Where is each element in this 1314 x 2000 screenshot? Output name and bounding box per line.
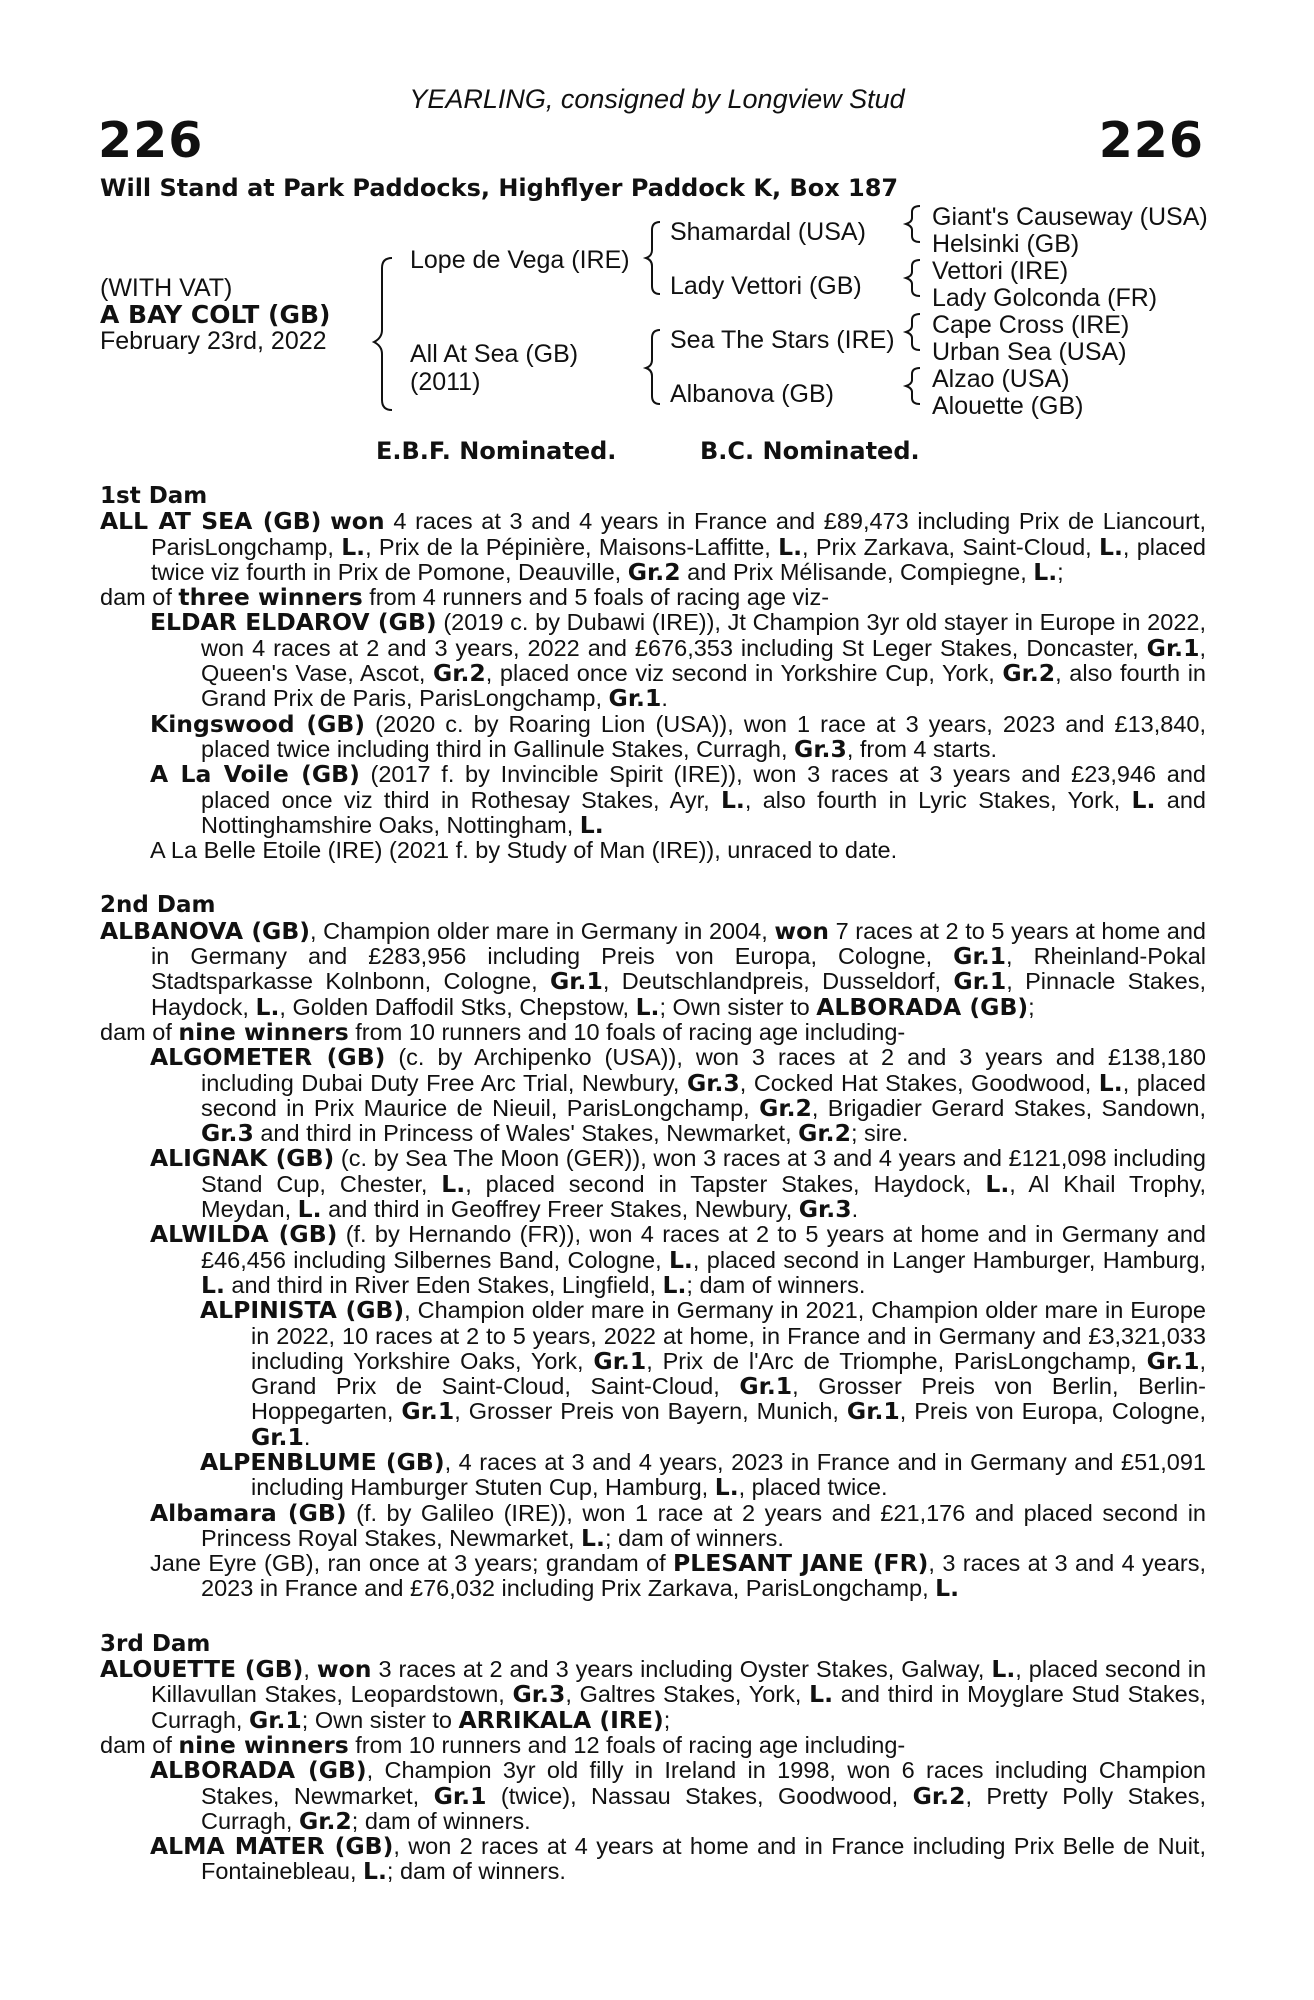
dam-name: ALL AT SEA (GB)	[100, 507, 322, 536]
ebf-nomination: E.B.F. Nominated.	[376, 437, 617, 465]
second-dam-section	[100, 893, 1206, 1601]
g-dss: Cape Cross (IRE)	[932, 311, 1130, 339]
produce-entry: Albamara (GB) (f. by Galileo (IRE)), won 1 race at 2 years and £21,176 and placed second in Princess Royal Stakes, Newmarket, L.; dam of winners.	[150, 1498, 1206, 1552]
dam-name: ALOUETTE (GB)	[100, 1655, 304, 1684]
produce-name: Kingswood (GB)	[150, 709, 366, 738]
produce-name: A La Voile (GB)	[150, 760, 360, 789]
produce-entry: ALWILDA (GB) (f. by Hernando (FR)), won 4 races at 2 to 5 years at home and in Germany and £46,456 including Silbernes Band, Cologne, L., placed second in Langer Hamburger, Hamburg, L. and third in River Eden Stakes, Lingfield, L.; dam of winners.	[150, 1220, 1206, 1299]
produce-name: ALMA MATER (GB)	[150, 1832, 394, 1861]
stand-location: Will Stand at Park Paddocks, Highflyer Paddock K, Box 187	[100, 174, 899, 202]
produce-entry: ALMA MATER (GB), won 2 races at 4 years at home and in France including Prix Belle de Nuit, Fontainebleau, L.; dam of winners.	[150, 1832, 1206, 1886]
vat-note: (WITH VAT)	[100, 274, 233, 302]
produce-summary: dam of nine winners from 10 runners and 12 foals of racing age including-	[100, 1730, 906, 1759]
g-ssd: Helsinki (GB)	[932, 230, 1080, 258]
produce-entry: ALPINISTA (GB), Champion older mare in Germany in 2021, Champion older mare in Europe in 2022, 10 races at 2 to 5 years, 2022 at home, in France and in Germany and £3,321,033 including Yorkshire Oaks, York, Gr.1, Prix de l'Arc de Triomphe, ParisLongchamp, Gr.1, Grand Prix de Saint-Cloud, Saint-Cloud, Gr.1, Grosser Preis von Berlin, Berlin-Hoppegarten, Gr.1, Grosser Preis von Bayern, Munich, Gr.1, Preis von Europa, Cologne, Gr.1.	[200, 1296, 1207, 1451]
produce-summary: dam of nine winners from 10 runners and 10 foals of racing age including-	[100, 1017, 906, 1046]
section-heading: 3rd Dam	[100, 1630, 211, 1657]
produce-entry: ALGOMETER (GB) (c. by Archipenko (USA)), won 3 races at 2 and 3 years and £138,180 including Dubai Duty Free Arc Trial, Newbury, Gr.3, Cocked Hat Stakes, Goodwood, L., placed second in Prix Maurice de Nieuil, ParisLongchamp, Gr.2, Brigadier Gerard Stakes, Sandown, Gr.3 and third in Princess of Wales' Stakes, Newmarket, Gr.2; sire.	[150, 1043, 1206, 1148]
produce-summary: dam of three winners from 4 runners and 5 foals of racing age viz-	[100, 583, 830, 612]
lot-number-right: 226	[1098, 112, 1204, 169]
first-dam-section	[100, 484, 1206, 863]
dam-record: ALBANOVA (GB), Champion older mare in Germany in 2004, won 7 races at 2 to 5 years at home and in Germany and £283,956 including Preis von Europa, Cologne, Gr.1, Rheinland-Pokal Stadtsparkasse Kolnbonn, Cologne, Gr.1, Deutschlandpreis, Dusseldorf, Gr.1, Pinnacle Stakes, Haydock, L., Golden Daffodil Stks, Chepstow, L.; Own sister to ALBORADA (GB);	[100, 916, 1207, 1021]
produce-name: ALPINISTA (GB)	[200, 1296, 405, 1325]
consignment-line: YEARLING, consigned by Longview Stud	[409, 84, 905, 114]
produce-entry: Jane Eyre (GB), ran once at 3 years; grandam of PLESANT JANE (FR), 3 races at 3 and 4 years, 2023 in France and £76,032 including Prix Zarkava, ParisLongchamp, L.	[150, 1549, 1206, 1603]
g-sss: Giant's Causeway (USA)	[932, 203, 1208, 231]
sire-dam: Lady Vettori (GB)	[670, 272, 862, 300]
dam-sire: Sea The Stars (IRE)	[670, 326, 895, 354]
section-heading: 2nd Dam	[100, 892, 216, 919]
third-dam-section	[100, 1632, 1206, 1885]
produce-entry: ALIGNAK (GB) (c. by Sea The Moon (GER)), won 3 races at 3 and 4 years and £121,098 including Stand Cup, Chester, L., placed second in Tapster Stakes, Haydock, L., Al Khail Trophy, Meydan, L. and third in Geoffrey Freer Stakes, Newbury, Gr.3.	[150, 1144, 1207, 1224]
produce-entry: A La Belle Etoile (IRE) (2021 f. by Study of Man (IRE)), unraced to date.	[150, 837, 898, 864]
produce-entry: ALBORADA (GB), Champion 3yr old filly in Ireland in 1998, won 6 races including Champion Stakes, Newmarket, Gr.1 (twice), Nassau Stakes, Goodwood, Gr.2, Pretty Polly Stakes, Curragh, Gr.2; dam of winners.	[150, 1756, 1207, 1835]
dam-dam: Albanova (GB)	[670, 380, 834, 408]
dam-record: ALOUETTE (GB), won 3 races at 2 and 3 years including Oyster Stakes, Galway, L., placed second in Killavullan Stakes, Leopardstown, Gr.3, Galtres Stakes, York, L. and third in Moyglare Stud Stakes, Curragh, Gr.1; Own sister to ARRIKALA (IRE);	[100, 1655, 1207, 1734]
sire-sire: Shamardal (USA)	[670, 218, 866, 246]
dam-name: ALBANOVA (GB)	[100, 916, 310, 945]
section-heading: 1st Dam	[100, 483, 208, 509]
produce-name: ALIGNAK (GB)	[150, 1144, 335, 1173]
produce-entry: A La Voile (GB) (2017 f. by Invincible Spirit (IRE)), won 3 races at 3 years and £23,946 and placed once viz third in Rothesay Stakes, Ayr, L., also fourth in Lyric Stakes, York, L. and Nottinghamshire Oaks, Nottingham, L.	[150, 760, 1206, 839]
produce-name: Albamara (GB)	[150, 1498, 347, 1527]
produce-entry: ALPENBLUME (GB), 4 races at 3 and 4 years, 2023 in France and in Germany and £51,091 including Hamburger Stuten Cup, Hamburg, L., placed twice.	[200, 1447, 1206, 1502]
g-sdd: Lady Golconda (FR)	[932, 284, 1158, 312]
catalogue-body	[100, 484, 1206, 1885]
produce-name: PLESANT JANE (FR)	[673, 1549, 929, 1578]
produce-name: ALGOMETER (GB)	[150, 1043, 386, 1072]
produce-name: ALPENBLUME (GB)	[200, 1447, 445, 1476]
g-dds: Alzao (USA)	[932, 365, 1070, 393]
bc-nomination: B.C. Nominated.	[700, 437, 920, 465]
g-dsd: Urban Sea (USA)	[932, 338, 1127, 366]
lot-number-left: 226	[98, 112, 204, 169]
produce-entry: Kingswood (GB) (2020 c. by Roaring Lion (USA)), won 1 race at 3 years, 2023 and £13,840, placed twice including third in Gallinule Stakes, Curragh, Gr.3, from 4 starts.	[150, 709, 1206, 763]
dam-year: (2011)	[410, 368, 481, 396]
produce-name: ALWILDA (GB)	[150, 1220, 338, 1249]
produce-name: ELDAR ELDAROV (GB)	[150, 608, 437, 637]
produce-name: ALBORADA (GB)	[150, 1756, 367, 1785]
g-sds: Vettori (IRE)	[932, 257, 1069, 285]
horse-name: A BAY COLT (GB)	[100, 300, 331, 329]
dam-record: ALL AT SEA (GB) won 4 races at 3 and 4 years in France and £89,473 including Prix de Liancourt, ParisLongchamp, L., Prix de la Pépinière, Maisons-Laffitte, L., Prix Zarkava, Saint-Cloud, L., placed twice viz fourth in Prix de Pomone, Deauville, Gr.2 and Prix Mélisande, Compiegne, L.;	[100, 507, 1207, 586]
sire: Lope de Vega (IRE)	[410, 246, 630, 274]
dam: All At Sea (GB)	[410, 340, 579, 368]
foaling-date: February 23rd, 2022	[100, 327, 327, 355]
g-ddd: Alouette (GB)	[932, 392, 1084, 420]
produce-entry: ELDAR ELDAROV (GB) (2019 c. by Dubawi (IRE)), Jt Champion 3yr old stayer in Europe in 2022, won 4 races at 2 and 3 years, 2022 and £676,353 including St Leger Stakes, Doncaster, Gr.1, Queen's Vase, Ascot, Gr.2, placed once viz second in Yorkshire Cup, York, Gr.2, also fourth in Grand Prix de Paris, ParisLongchamp, Gr.1.	[150, 608, 1206, 713]
